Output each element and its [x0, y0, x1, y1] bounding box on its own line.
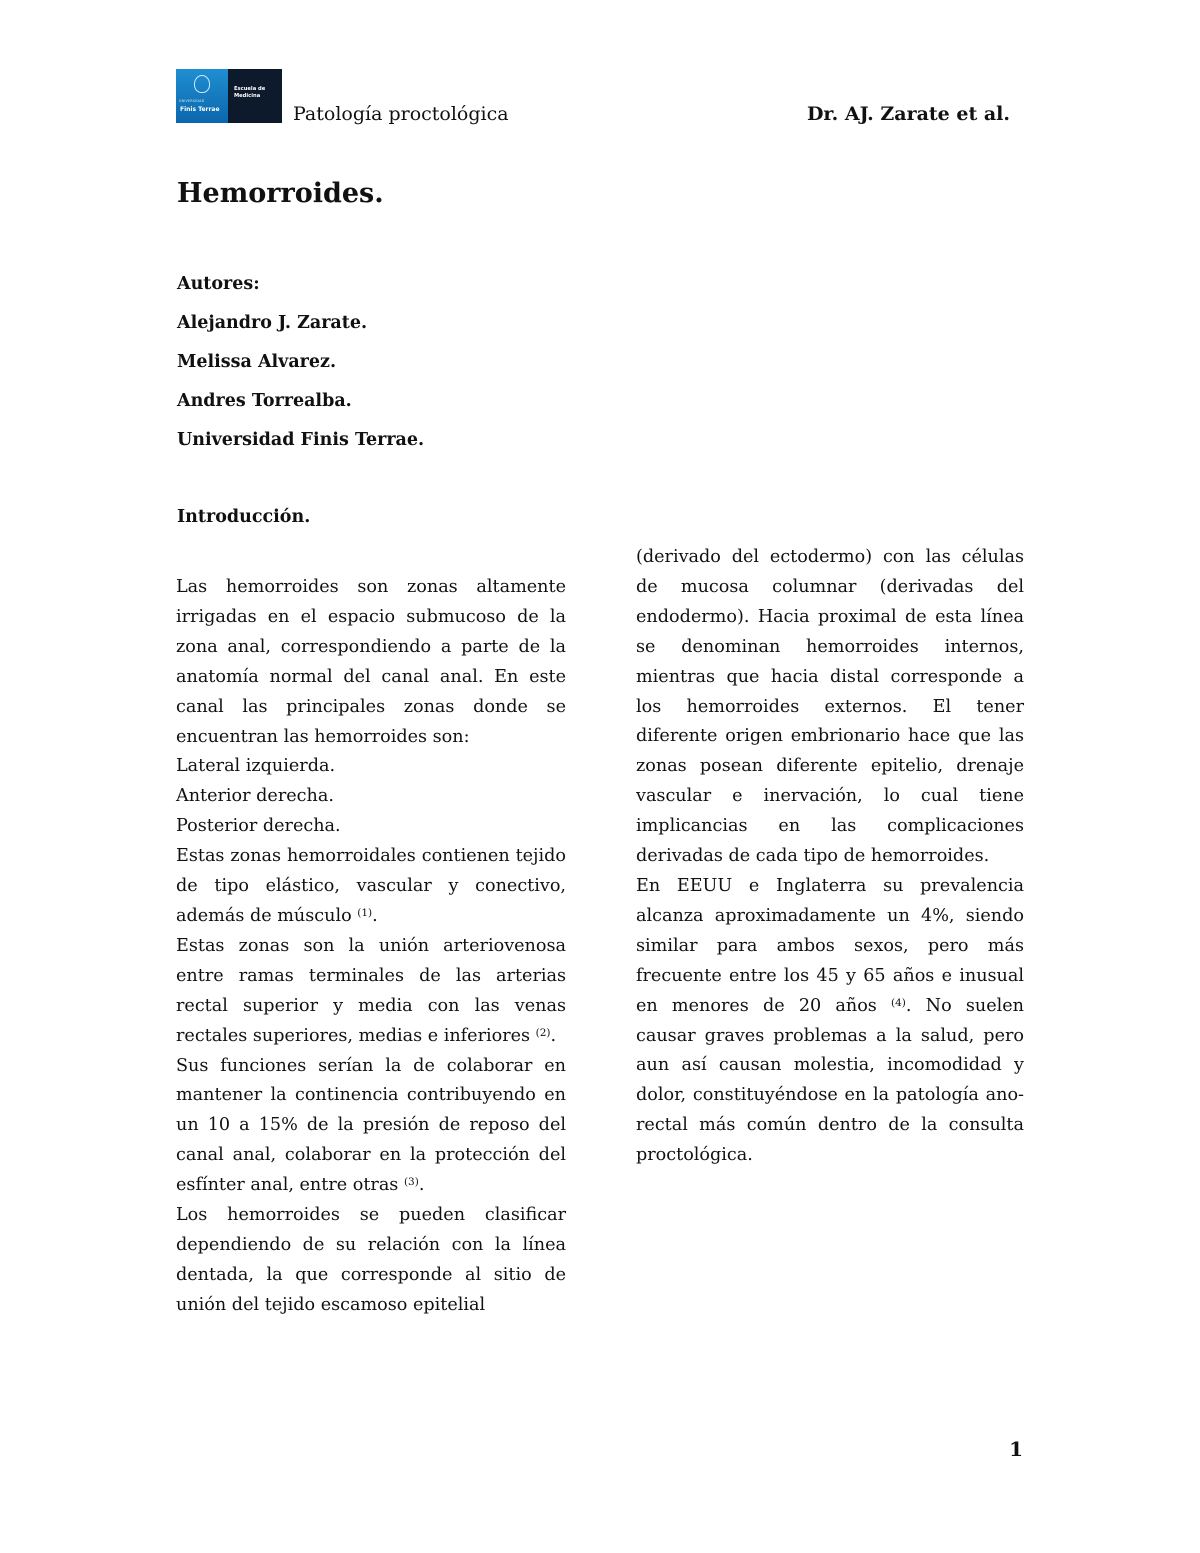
- citation-ref: (1): [357, 906, 373, 919]
- paragraph-text: En EEUU e Inglaterra su prevalencia alcanza aproximadamente un 4%, siendo similar para ambos sexos, pero más frecuente entre los 45 y 65 años e inusual en menores de 20 años: [636, 875, 1024, 1016]
- university-logo: [176, 69, 282, 123]
- paragraph: Estas zonas hemorroidales contienen tejido de tipo elástico, vascular y conectivo, además de músculo $^{(1)}$.: [176, 846, 566, 926]
- author-name: Melissa Alvarez.: [177, 352, 337, 372]
- logo-university-name: Finis Terrae: [180, 106, 220, 113]
- text-column-left: [176, 573, 566, 1321]
- page-number: 1: [1009, 1437, 1023, 1461]
- list-item: Lateral izquierda.: [176, 756, 336, 777]
- author-name: Alejandro J. Zarate.: [177, 313, 368, 333]
- paragraph: Sus funciones serían la de colaborar en mantener la continencia contribuyendo en un 10 a 15% de la presión de reposo del canal anal, colaborar en la protección del esfínter anal, entre otras $^{(3)}$.: [176, 1055, 566, 1196]
- logo-university-label: UNIVERSIDAD: [179, 99, 205, 103]
- author-name: Andres Torrealba.: [177, 391, 352, 411]
- paragraph: Las hemorroides son zonas altamente irrigadas en el espacio submucoso de la zona anal, correspondiendo a parte de la anatomía normal del canal anal. En este canal las principales zonas donde se encuentran las hemorroides son:: [176, 577, 566, 747]
- document-title: Hemorroides.: [177, 178, 384, 209]
- paragraph-text: Estas zonas hemorroidales contienen tejido de tipo elástico, vascular y conectivo, además de músculo: [176, 846, 566, 926]
- paragraph-text: Estas zonas son la unión arteriovenosa entre ramas terminales de las arterias rectal superior y media con las venas rectales superiores, medias e inferiores: [176, 935, 566, 1046]
- logo-school-panel: [228, 69, 282, 123]
- citation-ref: (3): [403, 1176, 419, 1189]
- list-item: Anterior derecha.: [176, 786, 334, 807]
- university-emblem-icon: [194, 75, 210, 93]
- paragraph: (derivado del ectodermo) con las células de mucosa columnar (derivadas del endodermo). Hacia proximal de esta línea se denominan hemorroides internos, mientras que hacia distal corresponde a los hemorroides externos. El tener diferente origen embrionario hace que las zonas posean diferente epitelio, drenaje vascular e inervación, lo cual tiene implicancias en las complicaciones derivadas de cada tipo de hemorroides.: [636, 547, 1024, 867]
- author-institution: Universidad Finis Terrae.: [177, 430, 425, 450]
- running-header-topic: Patología proctológica: [293, 103, 509, 125]
- running-header-authors: Dr. AJ. Zarate et al.: [806, 103, 1010, 125]
- citation-ref: (4): [891, 996, 906, 1009]
- logo-school-name: Escuela de Medicina: [234, 86, 266, 99]
- citation-ref: (2): [535, 1026, 551, 1039]
- logo-university-panel: [176, 69, 228, 123]
- paragraph: [636, 872, 1024, 1171]
- authors-block: [177, 272, 424, 467]
- paragraph-text: Sus funciones serían la de colaborar en mantener la continencia contribuyendo en un 10 a 15% de la presión de reposo del canal anal, colaborar en la protección del esfínter anal, entre otras: [176, 1055, 566, 1196]
- paragraph: Los hemorroides se pueden clasificar dependiendo de su relación con la línea dentada, la que corresponde al sitio de unión del tejido escamoso epitelial: [176, 1205, 566, 1315]
- paragraph-text: . No suelen causar graves problemas a la salud, pero aun así causan molestia, incomodidad y dolor, constituyéndose en la patología ano-rectal más común dentro de la consulta proctológica.: [636, 995, 1024, 1166]
- section-heading: Introducción.: [177, 507, 311, 527]
- list-item: Posterior derecha.: [176, 816, 341, 837]
- authors-label: Autores:: [177, 274, 260, 294]
- paragraph: Estas zonas son la unión arteriovenosa entre ramas terminales de las arterias rectal superior y media con las venas rectales superiores, medias e inferiores $^{(2)}$.: [176, 935, 566, 1046]
- text-column-right: [636, 543, 1024, 1171]
